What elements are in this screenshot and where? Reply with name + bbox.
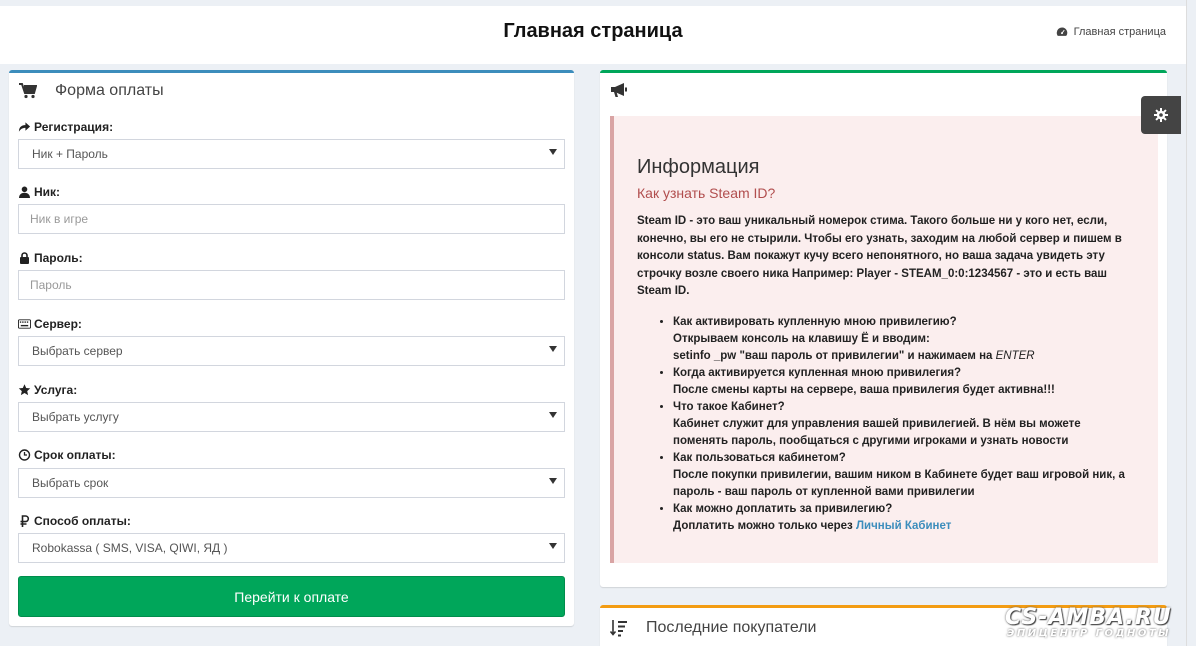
payment-method-label: Способ оплаты: bbox=[18, 514, 131, 528]
payment-method-select[interactable]: Robokassa ( SMS, VISA, QIWI, ЯД ) bbox=[18, 533, 565, 563]
gear-icon bbox=[1154, 108, 1168, 122]
list-item: • Что такое Кабинет? Кабинет служит для управления вашей привилегией. В нём вы можете поменять пароль, пообщаться с другими игроками и узнать новости bbox=[673, 399, 1136, 450]
info-heading: Информация bbox=[637, 156, 760, 178]
ruble-icon bbox=[18, 515, 31, 527]
payment-term-label: Срок оплаты: bbox=[18, 448, 116, 462]
service-label: Услуга: bbox=[18, 383, 77, 397]
list-item: • Как активировать купленную мною привилегию? Открываем консоль на клавишу Ё и вводим: setinfo _pw "ваш пароль от привилегии" и нажимаем на ENTER bbox=[673, 314, 1136, 365]
faq-list bbox=[637, 314, 1136, 535]
chevron-down-icon bbox=[549, 543, 557, 549]
breadcrumb[interactable] bbox=[1056, 26, 1166, 38]
settings-toggle-button[interactable] bbox=[1141, 96, 1181, 134]
info-callout bbox=[610, 116, 1158, 563]
keyboard-icon bbox=[18, 318, 31, 330]
breadcrumb-home[interactable]: Главная страница bbox=[1073, 26, 1166, 38]
chevron-down-icon bbox=[549, 412, 557, 418]
user-icon bbox=[18, 186, 31, 198]
registration-label: Регистрация: bbox=[18, 120, 113, 134]
payment-form-box bbox=[9, 70, 574, 626]
payment-form-header bbox=[9, 73, 574, 109]
server-select[interactable]: Выбрать сервер bbox=[18, 336, 565, 366]
password-label: Пароль: bbox=[18, 251, 83, 265]
scrollbar[interactable] bbox=[1186, 0, 1196, 646]
watermark-main: CS-AMBA.RU bbox=[1005, 605, 1172, 630]
personal-cabinet-link[interactable]: Личный Кабинет bbox=[855, 519, 952, 532]
nick-input[interactable] bbox=[18, 204, 565, 234]
info-subheading: Как узнать Steam ID? bbox=[637, 185, 776, 201]
chevron-down-icon bbox=[549, 149, 557, 155]
lock-icon bbox=[18, 252, 31, 264]
watermark-logo bbox=[1005, 605, 1191, 646]
payment-term-select[interactable]: Выбрать срок bbox=[18, 468, 565, 498]
shopping-cart-icon bbox=[19, 82, 37, 100]
watermark-sub: ЭПИЦЕНТР ГОДНОТЫ bbox=[1007, 628, 1172, 639]
registration-select[interactable]: Ник + Пароль bbox=[18, 139, 565, 169]
list-item: • Как пользоваться кабинетом? После покупки привилегии, вашим ником в Кабинете будет ваш игровой ник, а пароль - ваш пароль от купленной вами привилегии bbox=[673, 450, 1136, 501]
payment-form-title: Форма оплаты bbox=[55, 82, 164, 99]
dashboard-icon bbox=[1056, 26, 1068, 38]
last-buyers-title: Последние покупатели bbox=[646, 619, 817, 636]
password-input[interactable] bbox=[18, 270, 565, 300]
proceed-to-payment-button[interactable]: Перейти к оплате bbox=[18, 576, 565, 617]
clock-icon bbox=[18, 449, 31, 461]
info-paragraph: Steam ID - это ваш уникальный номерок стима. Такого больше ни у кого нет, если, конечно, вы его не стырили. Чтобы его узнать, заходим на любой сервер и пишем в консоли status. Вам покажут кучу всего непонятного, но ваша задача увидеть эту строчку возле своего ника Например: Player - STEAM_0:0:1234567 - это и есть ваш Steam ID. bbox=[637, 215, 1122, 297]
star-icon bbox=[18, 384, 31, 396]
sort-amount-desc-icon bbox=[610, 619, 628, 637]
list-item: • Как можно доплатить за привилегию? Доплатить можно только через Личный Кабинет bbox=[673, 501, 1136, 535]
content-header bbox=[0, 6, 1186, 64]
info-box bbox=[600, 70, 1167, 587]
chevron-down-icon bbox=[549, 346, 557, 352]
bullhorn-icon bbox=[610, 81, 628, 99]
page-title: Главная страница bbox=[503, 20, 683, 42]
service-select[interactable]: Выбрать услугу bbox=[18, 402, 565, 432]
info-box-header bbox=[600, 73, 1167, 107]
nick-label: Ник: bbox=[18, 185, 60, 199]
server-label: Сервер: bbox=[18, 317, 82, 331]
share-icon bbox=[18, 121, 31, 133]
chevron-down-icon bbox=[549, 478, 557, 484]
list-item: • Когда активируется купленная мною привилегия? После смены карты на сервере, ваша привилегия будет активна!!! bbox=[673, 365, 1136, 399]
